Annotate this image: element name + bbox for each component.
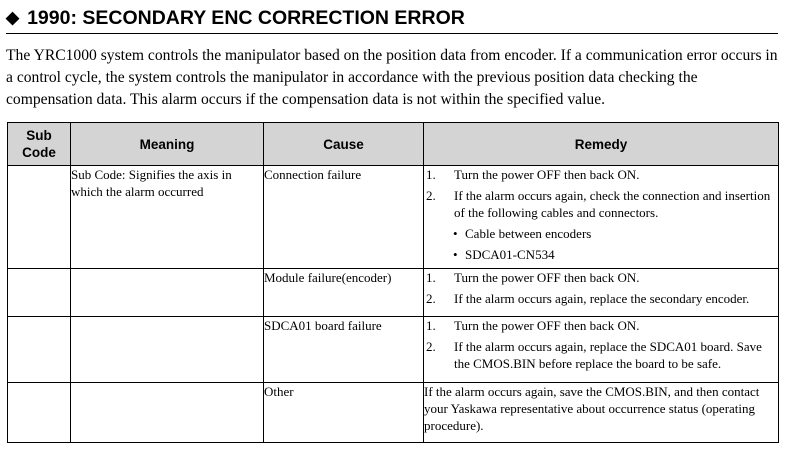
header-cause: Cause [264, 123, 424, 166]
remedy-step: 1. Turn the power OFF then back ON. [426, 270, 640, 285]
cause-cell: Connection failure [264, 166, 424, 269]
bullet-dot-icon: • [453, 226, 458, 241]
sub-code-cell [8, 269, 71, 317]
header-sub-code: Sub Code [8, 123, 71, 166]
alarm-heading [6, 7, 778, 34]
bullet-dot-icon: • [453, 247, 458, 262]
header-remedy: Remedy [424, 123, 779, 166]
cause-cell: Module failure(encoder) [264, 269, 424, 317]
remedy-step: 1. Turn the power OFF then back ON. [426, 318, 640, 333]
remedy-cell: If the alarm occurs again, save the CMOS.BIN, and then contact your Yaskawa representative about occurrence status (operating procedure). [424, 383, 779, 443]
sub-code-cell [8, 166, 71, 269]
remedy-bullet: • Cable between encoders [453, 226, 592, 241]
diamond-bullet-icon: ◆ [6, 7, 20, 27]
meaning-cell [71, 383, 264, 443]
remedy-step: 2. If the alarm occurs again, replace the secondary encoder. [426, 291, 750, 306]
table-row [8, 317, 779, 383]
alarm-table [7, 122, 779, 443]
alarm-description: The YRC1000 system controls the manipulator based on the position data from encoder. If a communication error occurs in a control cycle, the system controls the manipulator in accordance with the previous position data checking the compensation data. This alarm occurs if the compensation data is not within the specified value. [6, 47, 778, 108]
sub-code-cell [8, 383, 71, 443]
table-header-row [8, 123, 779, 166]
remedy-bullet: • SDCA01-CN534 [453, 247, 555, 262]
meaning-cell: Sub Code: Signifies the axis in which the alarm occurred [71, 166, 264, 269]
cause-cell: Other [264, 383, 424, 443]
remedy-cell [424, 166, 779, 269]
table-row [8, 166, 779, 269]
remedy-cell [424, 317, 779, 383]
cause-cell: SDCA01 board failure [264, 317, 424, 383]
header-meaning: Meaning [71, 123, 264, 166]
table-row [8, 383, 779, 443]
remedy-step: 1. Turn the power OFF then back ON. [426, 167, 640, 182]
remedy-step: 2. If the alarm occurs again, check the connection and insertion of the following cables and connectors. [426, 188, 771, 220]
meaning-cell [71, 269, 264, 317]
table-row [8, 269, 779, 317]
meaning-cell [71, 317, 264, 383]
alarm-title: 1990: SECONDARY ENC CORRECTION ERROR [27, 7, 465, 29]
sub-code-cell [8, 317, 71, 383]
remedy-step: 2. If the alarm occurs again, replace the SDCA01 board. Save the CMOS.BIN before replace the board to be safe. [426, 339, 762, 371]
remedy-cell [424, 269, 779, 317]
